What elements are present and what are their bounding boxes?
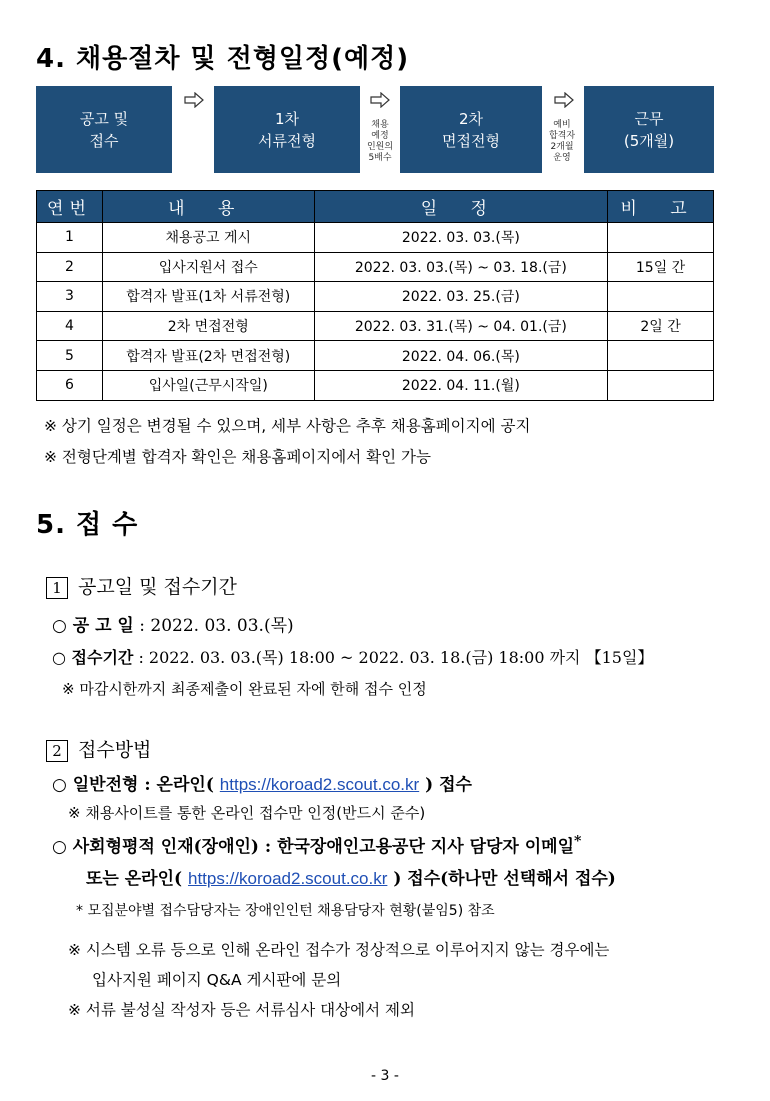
- cell-remark: [608, 370, 714, 400]
- subsection-1-heading: [46, 572, 237, 599]
- social-method-line-1: [52, 832, 581, 857]
- flow-note-interview: 예비 합격자 2개월 운영: [548, 120, 576, 163]
- table-row: [37, 311, 714, 341]
- cell-remark: [608, 341, 714, 371]
- cell-content: 입사지원서 접수: [102, 252, 314, 282]
- subsection-2-heading: [46, 735, 151, 762]
- schedule-note-1: ※ 상기 일정은 변경될 수 있으며, 세부 사항은 추후 채용홈페이지에 공지: [44, 417, 531, 435]
- flow-step-line: 1차: [274, 109, 300, 128]
- star-note: * 모집분야별 접수담당자는 장애인인턴 채용담당자 현황(붙임5) 참조: [76, 903, 495, 919]
- announce-value: : 2022. 03. 03.(목): [139, 616, 294, 636]
- header-no: 연번: [37, 191, 103, 223]
- cell-remark: 2일 간: [608, 311, 714, 341]
- cell-no: 2: [37, 252, 103, 282]
- system-error-note-2: 입사지원 페이지 Q&A 게시판에 문의: [92, 971, 342, 989]
- recruit-site-link[interactable]: https://koroad2.scout.co.kr: [188, 869, 388, 888]
- header-date: 일 정: [314, 191, 608, 223]
- social-method-prefix: 또는 온라인(: [86, 869, 183, 889]
- announce-date-line: [52, 611, 294, 636]
- page-number: - 3 -: [371, 1068, 399, 1084]
- flow-step-line: 서류전형: [258, 131, 316, 150]
- flow-step-line: 면접전형: [442, 131, 500, 150]
- period-label: ○ 접수기간: [52, 648, 134, 667]
- cell-date: 2022. 04. 06.(목): [314, 341, 608, 371]
- footnote-star: *: [574, 833, 582, 850]
- general-method-suffix: ) 접수: [425, 775, 472, 795]
- right-arrow-icon: [184, 92, 204, 108]
- flow-step-line: 접수: [89, 131, 119, 150]
- cell-remark: [608, 223, 714, 253]
- deadline-note: ※ 마감시한까지 최종제출이 완료된 자에 한해 접수 인정: [62, 680, 427, 698]
- schedule-table: [36, 190, 714, 401]
- cell-date: 2022. 03. 03.(목) ~ 03. 18.(금): [314, 252, 608, 282]
- right-arrow-icon: [554, 92, 574, 108]
- flow-step-line: 2차: [458, 109, 484, 128]
- system-error-note-1: ※ 시스템 오류 등으로 인해 온라인 접수가 정상적으로 이루어지지 않는 경우에는: [68, 941, 610, 959]
- subsection-number: 2: [46, 740, 68, 762]
- header-remark: 비 고: [608, 191, 714, 223]
- cell-content: 합격자 발표(1차 서류전형): [102, 282, 314, 312]
- right-arrow-icon: [370, 92, 390, 108]
- flow-step-line: 공고 및: [79, 109, 129, 128]
- cell-no: 5: [37, 341, 103, 371]
- general-method-line: [52, 770, 472, 795]
- cell-no: 6: [37, 370, 103, 400]
- cell-no: 1: [37, 223, 103, 253]
- table-header-row: [37, 191, 714, 223]
- cell-remark: [608, 282, 714, 312]
- general-method-prefix: ○ 일반전형 : 온라인(: [52, 775, 214, 795]
- social-method-suffix: ) 접수(하나만 선택해서 접수): [393, 869, 616, 889]
- subsection-title: 공고일 및 접수기간: [78, 576, 237, 598]
- section-5-title: 5. 접 수: [36, 510, 139, 540]
- flow-step-line: 근무: [634, 109, 664, 128]
- flow-step-document: [214, 86, 360, 173]
- header-content: 내 용: [102, 191, 314, 223]
- cell-content: 채용공고 게시: [102, 223, 314, 253]
- table-row: [37, 282, 714, 312]
- announce-label: ○ 공 고 일: [52, 616, 134, 636]
- table-row: [37, 252, 714, 282]
- recruit-site-link[interactable]: https://koroad2.scout.co.kr: [219, 775, 420, 794]
- schedule-note-2: ※ 전형단계별 합격자 확인은 채용홈페이지에서 확인 가능: [44, 448, 431, 466]
- section-4-title: 4. 채용절차 및 전형일정(예정): [36, 44, 410, 74]
- flow-note-document: 채용 예정 인원의 5배수: [366, 120, 394, 163]
- flow-step-interview: [400, 86, 542, 173]
- table-row: [37, 223, 714, 253]
- flow-step-announce: [36, 86, 172, 173]
- cell-content: 입사일(근무시작일): [102, 370, 314, 400]
- cell-remark: 15일 간: [608, 252, 714, 282]
- cell-date: 2022. 03. 03.(목): [314, 223, 608, 253]
- cell-date: 2022. 03. 31.(목) ~ 04. 01.(금): [314, 311, 608, 341]
- flow-step-work: [584, 86, 714, 173]
- table-row: [37, 370, 714, 400]
- cell-content: 합격자 발표(2차 면접전형): [102, 341, 314, 371]
- cell-no: 3: [37, 282, 103, 312]
- general-method-note: ※ 채용사이트를 통한 온라인 접수만 인정(반드시 준수): [68, 804, 426, 822]
- social-method-text: ○ 사회형평적 인재(장애인) : 한국장애인고용공단 지사 담당자 이메일: [52, 837, 575, 857]
- social-method-line-2: [86, 864, 616, 889]
- cell-no: 4: [37, 311, 103, 341]
- subsection-number: 1: [46, 577, 68, 599]
- cell-content: 2차 면접전형: [102, 311, 314, 341]
- period-line: [52, 645, 653, 668]
- cell-date: 2022. 03. 25.(금): [314, 282, 608, 312]
- cell-date: 2022. 04. 11.(월): [314, 370, 608, 400]
- period-value: : 2022. 03. 03.(목) 18:00 ~ 2022. 03. 18.(금) 18:00 까지 【15일】: [138, 648, 654, 667]
- document-exclusion-note: ※ 서류 불성실 작성자 등은 서류심사 대상에서 제외: [68, 1001, 415, 1019]
- subsection-title: 접수방법: [78, 739, 152, 761]
- flow-step-line: (5개월): [623, 131, 675, 150]
- table-row: [37, 341, 714, 371]
